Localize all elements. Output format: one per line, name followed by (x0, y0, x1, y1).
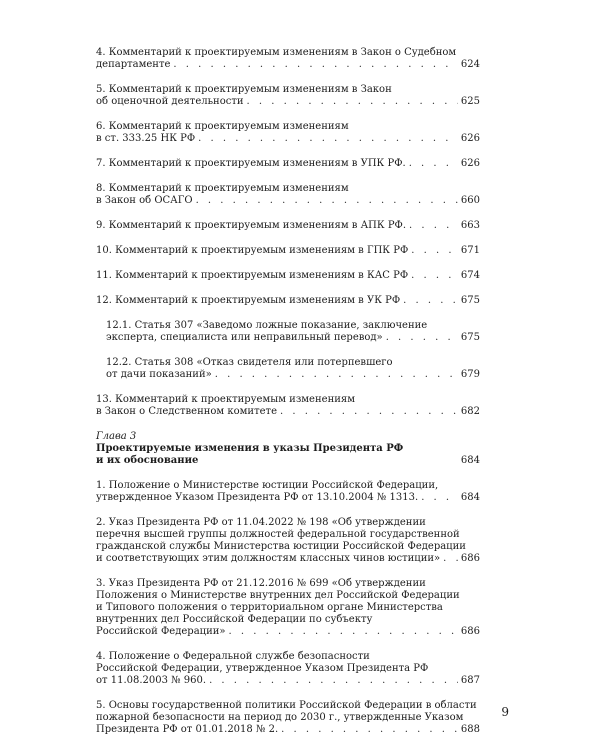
toc-entry-text: об оценочной деятельности (96, 96, 244, 107)
toc-entry-text: 12. Комментарий к проектируемым изменениям в УК РФ (96, 295, 401, 306)
toc-entry-text: Российской Федерации, утвержденное Указом Президента РФ (96, 663, 429, 674)
toc-entry (96, 220, 480, 232)
dot-leader (409, 158, 458, 170)
toc-entry-text: Президента РФ от 01.01.2018 № 2. (96, 724, 279, 735)
dot-leader (173, 59, 457, 71)
toc-entry-text: 10. Комментарий к проектируемым изменениям в ГПК РФ (96, 245, 409, 256)
toc-page-number: 626 (460, 133, 480, 144)
toc-page-number: 624 (460, 59, 480, 70)
toc-entry (96, 84, 480, 108)
toc-page-number: 684 (460, 455, 480, 466)
chapter-title-text: и их обоснование (96, 455, 199, 466)
toc-entry-text: Положения о Министерстве внутренних дел Российской Федерации (96, 590, 460, 601)
toc-entry-text: 7. Комментарий к проектируемым изменениям в УПК РФ. (96, 158, 406, 169)
toc-entry-text: 9. Комментарий к проектируемым изменениям в АПК РФ. (96, 220, 407, 231)
toc-page-number: 682 (460, 406, 480, 417)
toc-entry (96, 47, 480, 71)
dot-leader (421, 492, 458, 504)
dot-leader (386, 332, 458, 344)
toc-entry-text: 4. Положение о Федеральной службе безопасности (96, 651, 370, 662)
toc-entry-text: эксперта, специалиста или неправильный перевод» (106, 332, 383, 343)
toc-entry (96, 158, 480, 170)
toc-entry (96, 270, 480, 282)
toc-entry-text: Российской Федерации» (96, 626, 226, 637)
dot-leader (209, 675, 458, 687)
toc-entry-text: 1. Положение о Министерстве юстиции Российской Федерации, (96, 480, 439, 491)
toc-entry-text: 5. Основы государственной политики Российской Федерации в области (96, 700, 477, 711)
dot-leader (281, 724, 458, 736)
toc-entry-text: перечня высшей группы должностей федеральной государственной (96, 529, 460, 540)
toc-entry-text: 6. Комментарий к проектируемым изменениям (96, 121, 349, 132)
toc-entry (96, 183, 480, 207)
dot-leader (443, 553, 458, 565)
toc-entry-text: 5. Комментарий к проектируемым изменениям в Закон (96, 84, 392, 95)
toc-page-number: 688 (460, 724, 480, 735)
toc-subentry (96, 320, 480, 344)
dot-leader (198, 133, 458, 145)
toc-page-number: 687 (460, 675, 480, 686)
toc-entry (96, 295, 480, 307)
dot-leader (215, 369, 458, 381)
toc-entry-text: 3. Указ Президента РФ от 21.12.2016 № 699 «Об утверждении (96, 578, 426, 589)
toc-entry-text: пожарной безопасности на период до 2030 г., утвержденные Указом (96, 712, 464, 723)
dot-leader (247, 96, 458, 108)
toc-page-number: 686 (460, 626, 480, 637)
toc-entry-text: в ст. 333.25 НК РФ (96, 133, 196, 144)
toc-page-number: 684 (460, 492, 480, 503)
toc-page-number: 660 (460, 195, 480, 206)
toc-entry-text: 2. Указ Президента РФ от 11.04.2022 № 198 «Об утверждении (96, 517, 426, 528)
dot-leader (411, 270, 458, 282)
toc-page-number: 679 (460, 369, 480, 380)
toc-entry (96, 121, 480, 145)
chapter-title (96, 443, 480, 467)
toc-entry-text: и Типового положения о территориальном органе Министерства (96, 602, 443, 613)
toc-entry (96, 651, 480, 687)
toc-entry-text: 13. Комментарий к проектируемым изменениям (96, 394, 355, 405)
dot-leader (280, 406, 458, 418)
toc-page-number: 671 (460, 245, 480, 256)
toc-entry-text: департаменте (96, 59, 171, 70)
toc-entry-text: утвержденное Указом Президента РФ от 13.10.2004 № 1313. (96, 492, 419, 503)
toc-entry-text: и соответствующих этим должностям классных чинов юстиции» (96, 553, 441, 564)
toc-entry (96, 517, 480, 565)
table-of-contents (96, 47, 480, 749)
toc-subentry (96, 357, 480, 381)
toc-entry (96, 700, 480, 736)
toc-entry (96, 394, 480, 418)
chapter-title-text: Проектируемые изменения в указы Президента РФ (96, 443, 404, 454)
dot-leader (229, 626, 458, 638)
page-number: 9 (501, 705, 509, 719)
toc-entry-text: в Закон о Следственном комитете (96, 406, 277, 417)
toc-page-number: 675 (460, 332, 480, 343)
toc-page-number: 626 (460, 158, 480, 169)
toc-entry-text: 4. Комментарий к проектируемым изменениям в Закон о Судебном (96, 47, 457, 58)
chapter-label: Глава 3 (96, 431, 137, 442)
dot-leader (409, 220, 458, 232)
toc-entry-text: гражданской службы Министерства юстиции Российской Федерации (96, 541, 466, 552)
toc-entry (96, 578, 480, 638)
toc-entry-text: от дачи показаний» (106, 369, 212, 380)
toc-entry (96, 245, 480, 257)
dot-leader (196, 195, 458, 207)
toc-page-number: 674 (460, 270, 480, 281)
dot-leader (403, 295, 458, 307)
toc-entry-text: 12.2. Статья 308 «Отказ свидетеля или потерпевшего (106, 357, 393, 368)
toc-entry-text: в Закон об ОСАГО (96, 195, 193, 206)
toc-page-number: 675 (460, 295, 480, 306)
toc-entry-text: 8. Комментарий к проектируемым изменениям (96, 183, 349, 194)
toc-entry-text: 12.1. Статья 307 «Заведомо ложные показание, заключение (106, 320, 428, 331)
toc-page-number: 663 (460, 220, 480, 231)
toc-page-number: 686 (460, 553, 480, 564)
toc-entry-text: 11. Комментарий к проектируемым изменениям в КАС РФ (96, 270, 409, 281)
dot-leader (411, 245, 458, 257)
toc-entry (96, 480, 480, 504)
toc-page-number: 625 (460, 96, 480, 107)
toc-entry-text: от 11.08.2003 № 960. (96, 675, 207, 686)
toc-entry-text: внутренних дел Российской Федерации по субъекту (96, 614, 373, 625)
